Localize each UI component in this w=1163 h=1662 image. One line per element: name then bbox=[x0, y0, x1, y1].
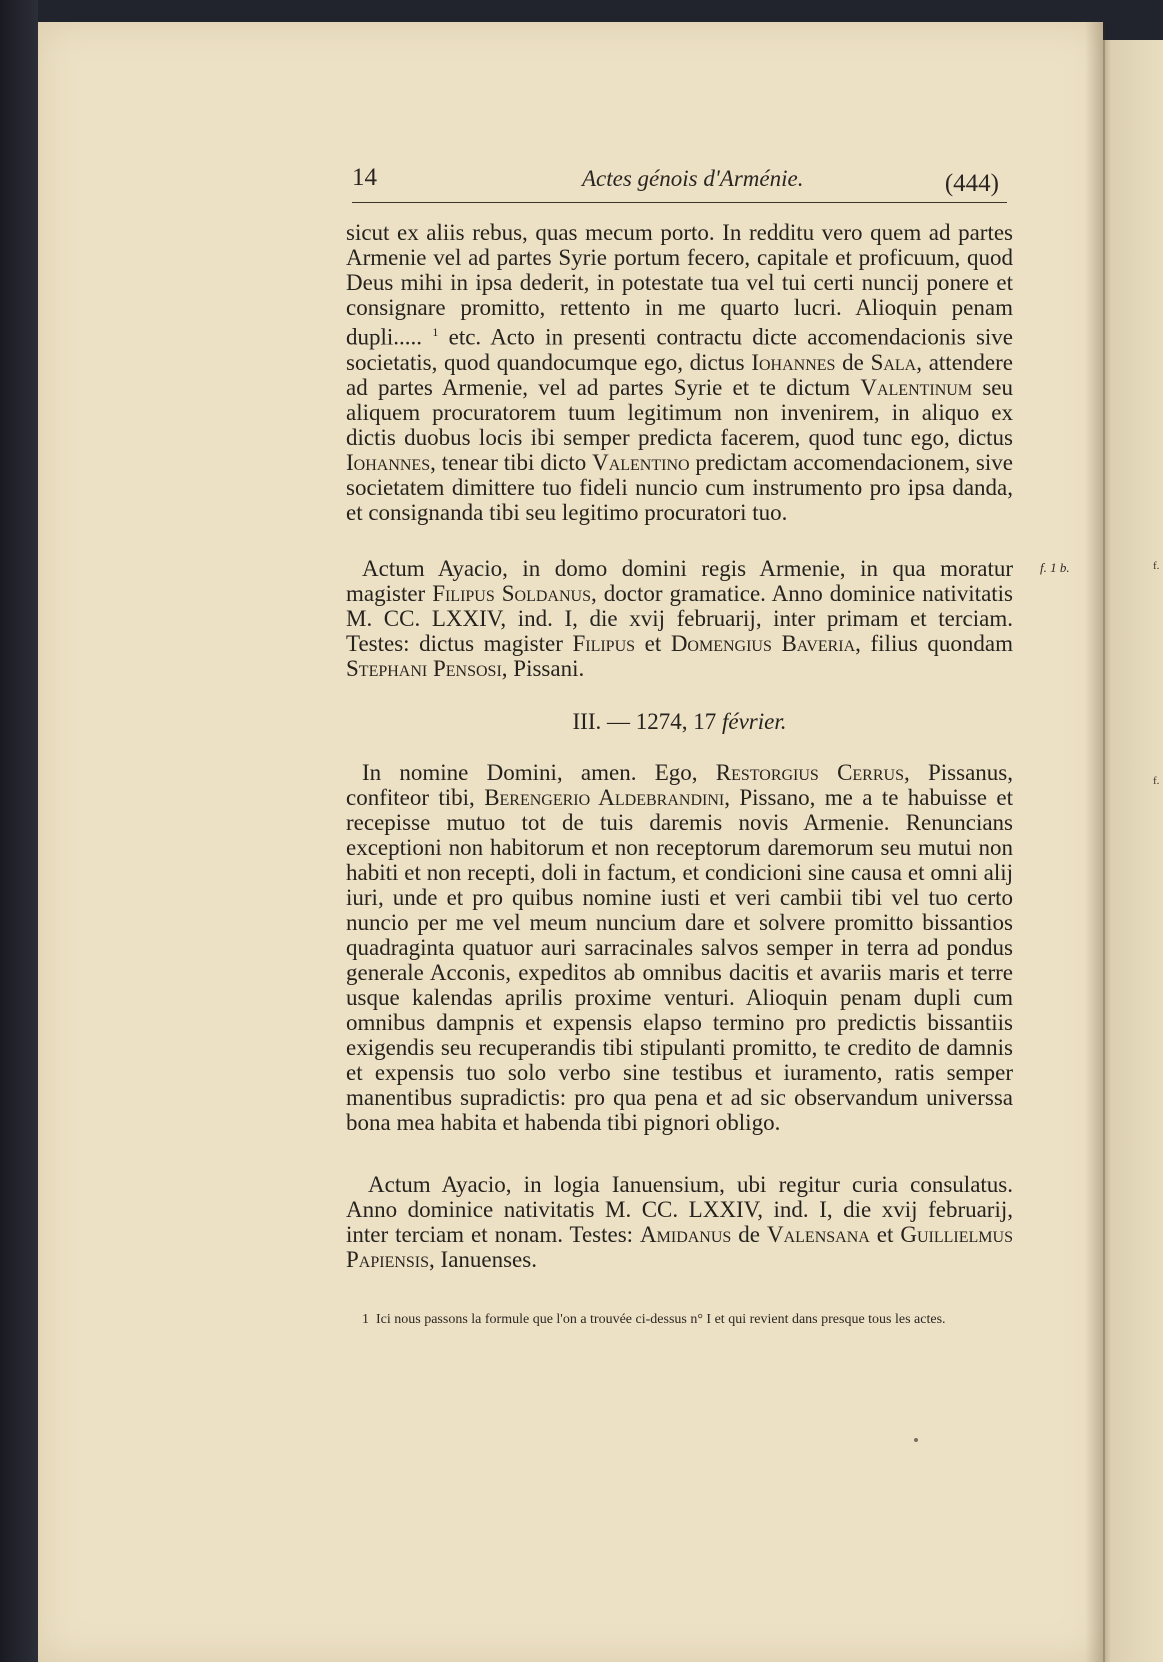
text-run: , Pissani. bbox=[501, 656, 585, 681]
paragraph-continuation bbox=[346, 220, 1013, 525]
facing-page-edge bbox=[1103, 40, 1163, 1662]
person-name: Guillielmus Papiensis bbox=[346, 1222, 1013, 1272]
person-name: Valentino bbox=[592, 449, 690, 475]
person-name: Valensana bbox=[766, 1222, 870, 1247]
text-run: de bbox=[731, 1222, 767, 1247]
person-name: Iohannes bbox=[751, 349, 836, 375]
left-background-edge bbox=[0, 0, 38, 1662]
footnote-text: Ici nous passons la formule que l'on a trouvée ci-dessus n° I et qui revient dans presque tous les actes. bbox=[376, 1312, 946, 1327]
paragraph-actum-1 bbox=[346, 556, 1013, 681]
original-page-number: (444) bbox=[944, 170, 999, 197]
page-gutter-shadow bbox=[1085, 22, 1105, 1662]
running-title: Actes génois d'Arménie. bbox=[582, 166, 804, 191]
text-run: , Pissano, me a te habuisse et recepisse mutuo tot de tuis daremis novis Armenie. Renuncians exceptioni non habitorum et non receptorum daremorum seu mutui non habiti et non recepti, doli in factum, et condicioni sine causa et omni alij iuri, unde et pro quibus nomine iusti et veri cambii tibi vel tuo certo nuncio per me vel meum nuncium dare et solvere promitto bissantios quadraginta quatuor auri sarracinales salvos semper in terra ad pondus generale Acconis, expeditos ab omnibus dacitis et avariis maris et terre usque kalendas aprilis proxime venturi. Alioquin penam dupli cum omnibus dampnis et expensis elapso termino pro predictis bissantiis exigendis seu recuperandis tibi stipulanti promitto, te credito de damnis et expensis tuo solo verbo sine testibus et iuramento, ratis semper manentibus supradictis: pro qua pena et ad sic observandum universsa bona mea habita et habenda tibi pignori obligo. bbox=[346, 785, 1013, 1135]
person-name: Berengerio Aldebrandini bbox=[484, 785, 725, 810]
running-head bbox=[352, 162, 1007, 203]
facing-page-fragment: f. bbox=[1153, 560, 1160, 572]
act-heading bbox=[346, 709, 1013, 735]
text-run: de bbox=[835, 349, 871, 375]
text-run: In nomine Domini, amen. Ego, bbox=[362, 760, 716, 785]
footnote-reference: 1 bbox=[432, 325, 439, 339]
text-run: , doctor gramatice. Anno dominice nativitatis M. CC. LXXIV, ind. I, die xvij februarij, inter primam et terciam. Testes: dictus magister bbox=[346, 581, 1014, 656]
paragraph-act-body bbox=[346, 760, 1013, 1135]
facing-page-fragment: f. bbox=[1153, 775, 1160, 787]
text-run: seu aliquem procuratorem tuum legitimum non invenirem, in aliquo ex dictis duobus locis ibi semper predicta facerem, quod tunc ego, dictus bbox=[346, 374, 1013, 450]
person-name: Sala bbox=[870, 349, 917, 375]
paper-speck bbox=[914, 1438, 918, 1442]
person-name: Filipus Soldanus bbox=[432, 581, 591, 606]
text-run: , Pissanus, confiteor tibi, bbox=[346, 760, 1013, 810]
text-run: , Ianuenses. bbox=[429, 1247, 537, 1272]
text-run: et bbox=[635, 631, 671, 656]
footnote bbox=[362, 1312, 1002, 1328]
page-number: 14 bbox=[352, 164, 377, 191]
text-run: , attendere ad partes Armenie, vel ad partes Syrie et te dictum bbox=[346, 349, 1013, 400]
text-run: et bbox=[869, 1222, 901, 1247]
person-name: Iohannes bbox=[346, 449, 431, 475]
text-run: predictam accomendacionem, sive societatem dimittere tuo fideli nuncio cum instrumento pro ipsa danda, et consignanda tibi seu legitimo procuratori tuo. bbox=[346, 449, 1013, 525]
text-run: , tenear tibi dicto bbox=[430, 449, 593, 475]
person-name: Filipus bbox=[572, 631, 636, 656]
person-name: Stephani Pensosi bbox=[346, 656, 502, 681]
paragraph-actum-2 bbox=[346, 1172, 1013, 1272]
text-run: Actum Ayacio, in logia Ianuensium, ubi regitur curia consulatus. Anno dominice nativitatis M. CC. LXXIV, ind. I, die xvij februarij, inter terciam et nonam. Testes: bbox=[346, 1172, 1013, 1247]
act-number-date: III. — 1274, 17 bbox=[572, 709, 717, 734]
margin-folio-note: f. 1 b. bbox=[1040, 560, 1070, 575]
text-run: , filius quondam bbox=[855, 631, 1013, 656]
person-name: Valentinum bbox=[860, 374, 973, 400]
text-run: sicut ex aliis rebus, quas mecum porto. In redditu vero quem ad partes Armenie vel ad partes Syrie portum fecero, capitale et proficuum, quod Deus mihi in ipsa dederit, in potestate tua vel tui certi nuncij ponere et consignare promitto, rettento in me quarto lucri. Alioquin penam dupli..... bbox=[346, 220, 1013, 350]
act-month: février. bbox=[721, 709, 787, 734]
text-run: etc. Acto in presenti contractu dicte accomendacionis sive societatis, quod quandocumque ego, dictus bbox=[346, 324, 1013, 375]
person-name: Amidanus bbox=[640, 1222, 732, 1247]
person-name: Domengius Baveria bbox=[670, 631, 856, 656]
person-name: Restorgius Cerrus bbox=[715, 760, 904, 785]
text-run: Actum Ayacio, in domo domini regis Armenie, in qua moratur magister bbox=[346, 556, 1013, 606]
footnote-mark: 1 bbox=[362, 1312, 369, 1327]
